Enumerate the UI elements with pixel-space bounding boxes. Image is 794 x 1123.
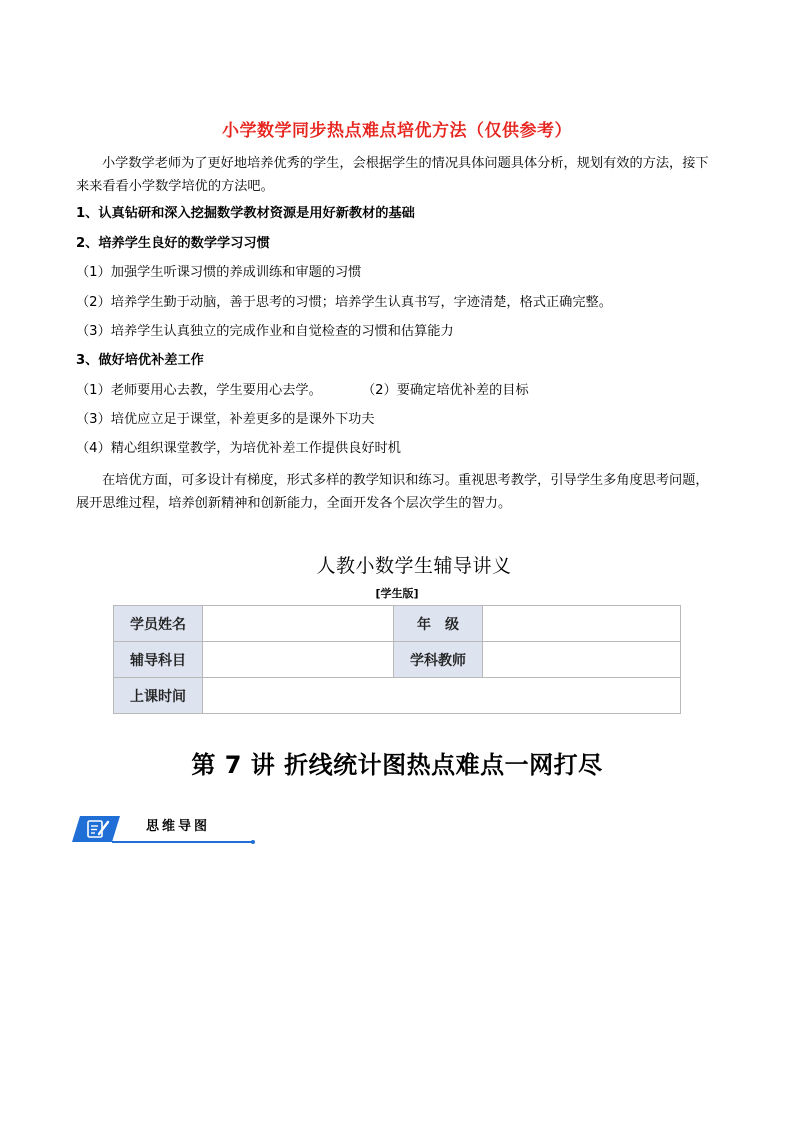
page-title: 小学数学同步热点难点培优方法（仅供参考）	[222, 121, 572, 141]
table-row	[114, 678, 681, 714]
section-2-item-1: （1）加强学生听课习惯的养成训练和审题的习惯	[76, 265, 362, 280]
subject-label: 辅导科目	[114, 642, 203, 678]
section-2-item-2: （2）培养学生勤于动脑，善于思考的习惯；培养学生认真书写，字迹清楚，格式正确完整。	[76, 295, 612, 310]
lecture-title: 第 7 讲 折线统计图热点难点一网打尽	[191, 751, 603, 779]
section-3-item-2: （2）要确定培优补差的目标	[362, 383, 529, 398]
grade-field[interactable]	[483, 606, 681, 642]
student-info-table	[113, 605, 681, 714]
subject-field[interactable]	[203, 642, 394, 678]
teacher-label: 学科教师	[394, 642, 483, 678]
table-row	[114, 606, 681, 642]
class-time-field[interactable]	[203, 678, 681, 714]
class-time-label: 上课时间	[114, 678, 203, 714]
intro-paragraph: 小学数学老师为了更好地培养优秀的学生，会根据学生的情况具体问题具体分析，规划有效的方法，接下来来看看小学数学培优的方法吧。	[76, 156, 709, 194]
section-2-heading: 2、培养学生良好的数学学习习惯	[76, 236, 270, 251]
section-3-item-3: （3）培优应立足于课堂，补差更多的是课外下功夫	[76, 412, 375, 427]
edition-label: [学生版]	[375, 587, 419, 600]
student-name-label: 学员姓名	[114, 606, 203, 642]
section-3-item-4: （4）精心组织课堂教学，为培优补差工作提供良好时机	[76, 441, 401, 456]
teacher-field[interactable]	[483, 642, 681, 678]
grade-label: 年 级	[394, 606, 483, 642]
mind-map-label: 思维导图	[146, 819, 211, 834]
handout-title: 人教小数学生辅导讲义	[316, 555, 512, 577]
student-name-field[interactable]	[203, 606, 394, 642]
banner-line-end	[251, 840, 255, 844]
section-3-item-1: （1）老师要用心去教，学生要用心去学。	[76, 383, 322, 398]
section-3-heading: 3、做好培优补差工作	[76, 353, 204, 368]
table-row	[114, 642, 681, 678]
closing-paragraph: 在培优方面，可多设计有梯度，形式多样的教学知识和练习。重视思考教学，引导学生多角度思考问题，展开思维过程，培养创新精神和创新能力，全面开发各个层次学生的智力。	[76, 473, 709, 511]
section-1-heading: 1、认真钻研和深入挖掘数学教材资源是用好新教材的基础	[76, 206, 415, 221]
section-2-item-3: （3）培养学生认真独立的完成作业和自觉检查的习惯和估算能力	[76, 324, 454, 339]
